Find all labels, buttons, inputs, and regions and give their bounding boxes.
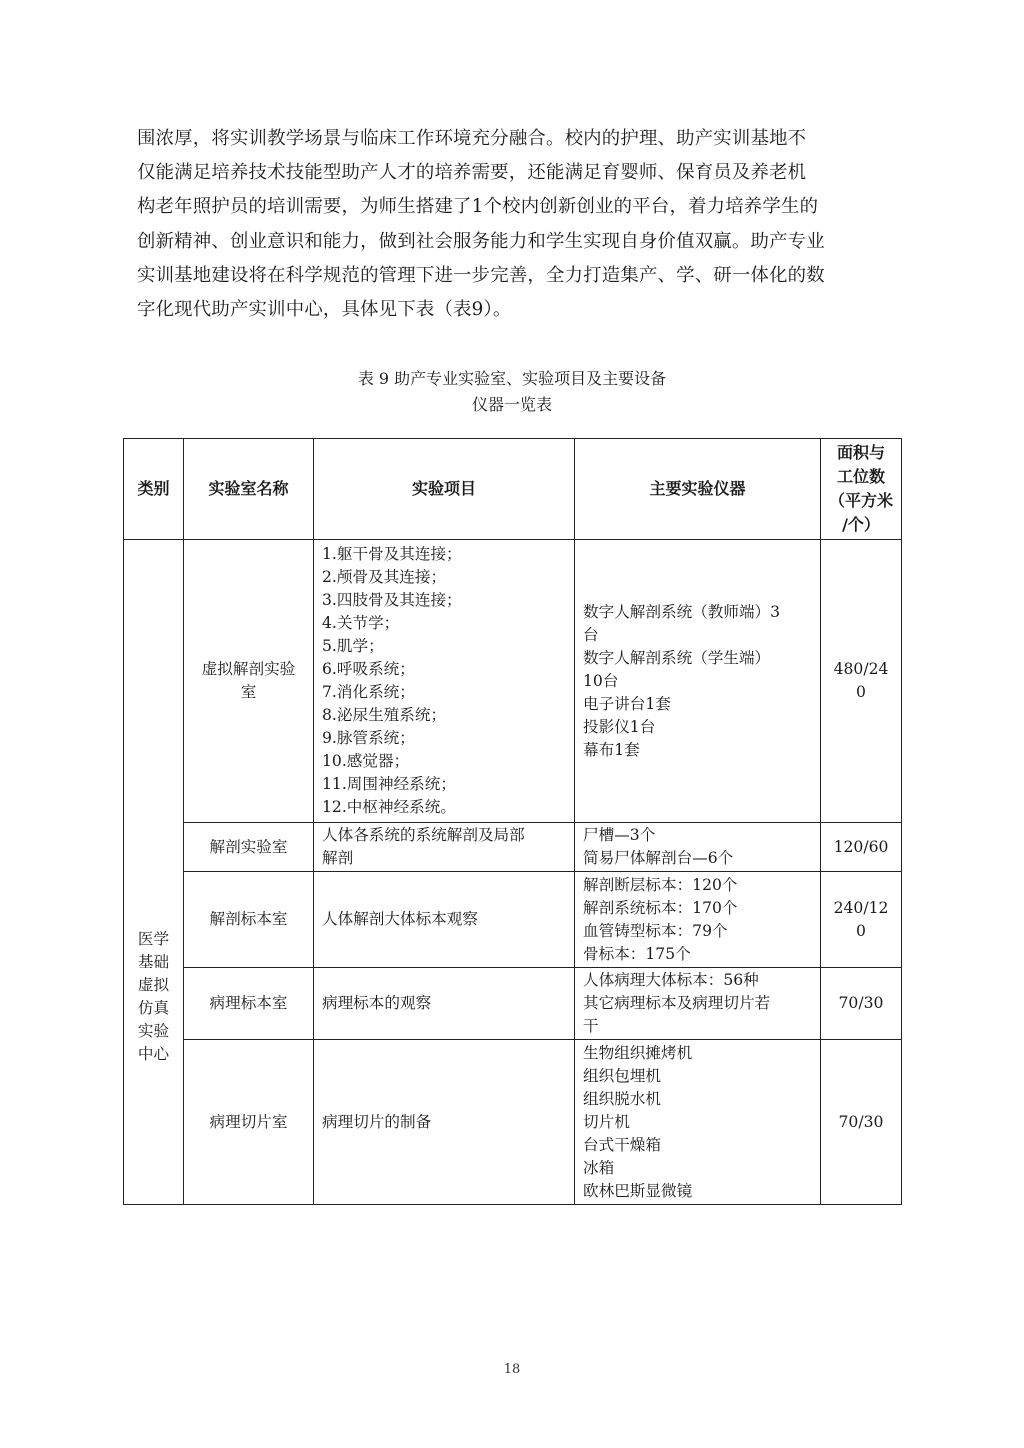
instrument-line: 血管铸型标本：79个 (583, 921, 728, 940)
table-caption-line-2: 仪器一览表 (471, 395, 552, 414)
room-name-cell (184, 823, 314, 872)
instrument-line: 解剖系统标本：170个 (583, 898, 738, 917)
category-line: 医学 (137, 930, 170, 948)
table-row (124, 540, 902, 823)
table-row (124, 1040, 902, 1205)
paragraph-line: 构老年照护员的培训需要，为师生搭建了1个校内创新创业的平台，着力培养学生的 (137, 196, 819, 218)
room-name-cell (184, 872, 314, 968)
instrument-line: 欧林巴斯显微镜 (583, 1181, 693, 1200)
instrument-line: 人体病理大体标本：56种 (583, 971, 759, 989)
header-area-line: /个） (842, 515, 880, 534)
area-cell (821, 872, 902, 968)
category-line: 中心 (137, 1045, 170, 1063)
room-name-cell (184, 968, 314, 1040)
header-room-name: 实验室名称 (184, 439, 314, 540)
project-line: 解剖 (322, 849, 354, 867)
project-line: 人体各系统的系统解剖及局部 (322, 826, 525, 844)
instrument-line: 切片机 (583, 1112, 630, 1131)
project-line: 5.肌学； (322, 637, 384, 655)
instrument-line: 解剖断层标本：120个 (583, 875, 738, 894)
body-paragraph (137, 122, 897, 327)
project-line: 8.泌尿生殖系统； (322, 706, 447, 724)
project-line: 6.呼吸系统； (322, 660, 415, 678)
category-cell (124, 540, 184, 1205)
project-line: 1.躯干骨及其连接； (322, 545, 462, 563)
category-line: 实验 (137, 1022, 170, 1040)
header-area-line: 工位数 (836, 467, 885, 486)
instrument-cell (575, 823, 821, 872)
project-line: 11.周围神经系统； (322, 775, 456, 793)
area-line: 70/30 (838, 1112, 884, 1131)
header-area (821, 439, 902, 540)
table-row (124, 823, 902, 872)
area-cell (821, 968, 902, 1040)
project-line: 人体解剖大体标本观察 (322, 910, 478, 928)
project-cell (314, 968, 575, 1040)
project-line: 3.四肢骨及其连接； (322, 591, 462, 609)
header-project: 实验项目 (314, 439, 575, 540)
instrument-cell (575, 540, 821, 823)
instrument-line: 简易尸体解剖台—6个 (583, 849, 734, 867)
project-cell (314, 540, 575, 823)
instrument-cell (575, 1040, 821, 1205)
instrument-cell (575, 872, 821, 968)
instrument-line: 冰箱 (583, 1158, 615, 1177)
header-instrument: 主要实验仪器 (575, 439, 821, 540)
project-line: 9.脉管系统； (322, 729, 415, 747)
area-line: 0 (856, 921, 866, 940)
area-cell (821, 1040, 902, 1205)
room-name-line: 室 (240, 683, 257, 701)
paragraph-line: 实训基地建设将在科学规范的管理下进一步完善，全力打造集产、学、研一体化的数 (137, 264, 825, 286)
area-cell (821, 823, 902, 872)
instrument-line: 生物组织摊烤机 (583, 1043, 693, 1062)
room-name-line: 病理切片室 (209, 1112, 288, 1131)
project-line: 4.关节学； (322, 614, 400, 632)
header-category: 类别 (124, 439, 184, 540)
area-line: 120/60 (833, 837, 889, 856)
instrument-line: 10台 (583, 671, 619, 690)
project-line: 10.感觉器； (322, 752, 410, 770)
paragraph-line: 创新精神、创业意识和能力，做到社会服务能力和学生实现自身价值双赢。助产专业 (137, 230, 825, 252)
instrument-line: 数字人解剖系统（教师端）3 (583, 602, 781, 621)
instrument-line: 组织包埋机 (583, 1066, 661, 1085)
project-line: 病理标本的观察 (322, 994, 432, 1012)
instrument-line: 其它病理标本及病理切片若 (583, 994, 771, 1012)
header-area-line: （平方米 (828, 491, 893, 510)
project-cell (314, 823, 575, 872)
header-area-line: 面积与 (836, 443, 885, 462)
page-number: 18 (503, 1362, 521, 1377)
project-line: 2.颅骨及其连接； (322, 568, 447, 586)
instrument-line: 台 (583, 625, 599, 644)
project-line: 7.消化系统； (322, 683, 415, 701)
room-name-line: 解剖标本室 (209, 910, 288, 928)
area-line: 0 (856, 683, 866, 701)
category-line: 仿真 (137, 999, 170, 1017)
instrument-line: 干 (583, 1017, 599, 1035)
paragraph-line: 仅能满足培养技术技能型助产人才的培养需要，还能满足育婴师、保育员及养老机 (137, 162, 807, 184)
instrument-line: 骨标本：175个 (583, 944, 691, 963)
category-line: 基础 (137, 953, 170, 971)
project-cell (314, 1040, 575, 1205)
project-cell (314, 872, 575, 968)
room-name-line: 解剖实验室 (209, 837, 288, 856)
category-line: 虚拟 (137, 976, 170, 994)
project-line: 12.中枢神经系统。 (322, 798, 456, 816)
room-name-line: 病理标本室 (209, 994, 288, 1012)
table-row (124, 968, 902, 1040)
instrument-line: 投影仪1台 (583, 717, 656, 736)
room-name-line: 虚拟解剖实验 (201, 660, 296, 678)
paragraph-line: 围浓厚，将实训教学场景与临床工作环境充分融合。校内的护理、助产实训基地不 (137, 128, 807, 149)
area-line: 480/24 (833, 660, 889, 678)
table-header-row (124, 439, 902, 540)
lab-equipment-table (123, 438, 902, 1205)
table-caption-line-1: 表 9 助产专业实验室、实验项目及主要设备 (357, 369, 667, 388)
instrument-line: 尸槽—3个 (583, 826, 656, 844)
instrument-line: 数字人解剖系统（学生端） (583, 648, 771, 667)
instrument-line: 幕布1套 (583, 740, 640, 759)
instrument-line: 台式干燥箱 (583, 1135, 661, 1154)
room-name-cell (184, 540, 314, 823)
instrument-line: 电子讲台1套 (583, 694, 671, 713)
area-line: 70/30 (838, 994, 884, 1012)
instrument-line: 组织脱水机 (583, 1089, 661, 1108)
area-cell (821, 540, 902, 823)
area-line: 240/12 (833, 898, 889, 917)
project-line: 病理切片的制备 (322, 1112, 432, 1131)
table-row (124, 872, 902, 968)
room-name-cell (184, 1040, 314, 1205)
instrument-cell (575, 968, 821, 1040)
paragraph-line: 字化现代助产实训中心，具体见下表（表9）。 (137, 298, 512, 320)
